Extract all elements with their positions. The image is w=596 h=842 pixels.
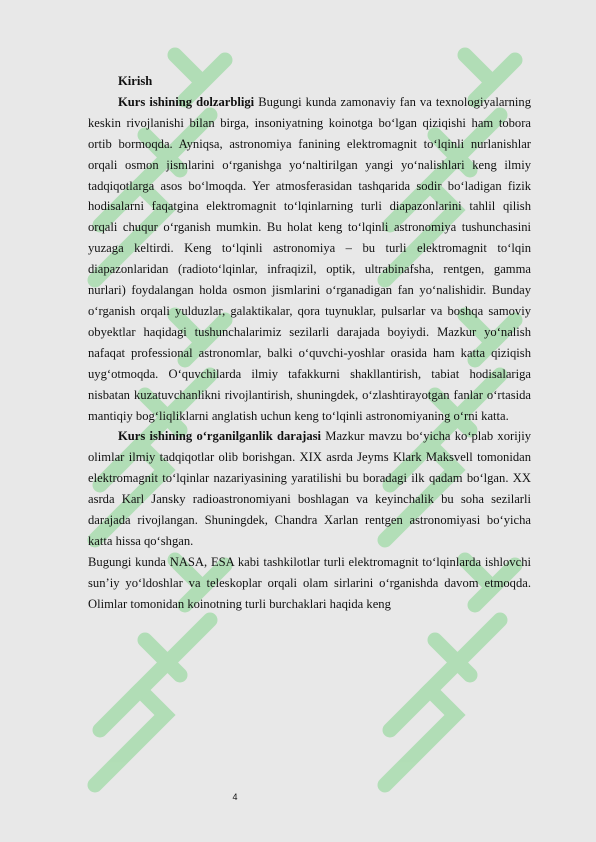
paragraph-continuation: Bugungi kunda NASA, ESA kabi tashkilotlar turli elektromagnit to‘lqinlarda ishlovchi sun’iy yo‘ldoshlar va teleskoplar orqali olam sirlarini o‘rganishda davom etmoqda. Olimlar tomonidan koinotning turli burchaklari haqida keng (88, 554, 531, 611)
document-body (88, 71, 531, 615)
paragraph-text: Mazkur mavzu bo‘yicha ko‘plab xorijiy olimlar ilmiy tadqiqotlar olib borishgan. XIX asrda Jeyms Klark Maksvell tomonidan elektromagnit to‘lqinlar nazariyasining yaratilishi bu boradagi ilk qadam bo‘lgan. XX asrda Karl Jansky radioastronomiyani boshlagan va keyinchalik bu soha sezilarli darajada rivojlangan. Shuningdek, Chandra Xarlan rentgen astronomiyasi bo‘yicha katta hissa qo‘shgan. (88, 429, 531, 548)
paragraph-study-level (88, 426, 531, 551)
section-heading: Kirish (118, 74, 153, 88)
paragraph-relevance (88, 92, 531, 427)
paragraph-text: Bugungi kunda zamonaviy fan va texnologiyalarning keskin rivojlanishi bilan birga, insoniyatning koinotga bo‘lgan qiziqishi ham tobora ortib bormoqda. Ayniqsa, astronomiya fanining elektromagnit to‘lqinli nurlanishlar orqali osmon jismlarini o‘rganishga yo‘naltirilgan yangi yo‘nalishlari keng ilmiy tadqiqotlarga asos bo‘lmoqda. Yer atmosferasidan tashqarida sodir bo‘ladigan fizik hodisalarni faqatgina elektromagnit to‘lqinlarning turli diapazonlarini tahlil qilish orqali chuqur o‘rganish mumkin. Bu holat keng to‘lqinli astronomiya tushunchasini yuzaga keltirdi. Keng to‘lqinli astronomiya – bu turli elektromagnit to‘lqin diapazonlaridan (radioto‘lqinlar, infraqizil, optik, ultrabinafsha, rentgen, gamma nurlari) foydalangan holda osmon jismlarini o‘rganadigan fan yo‘nalishidir. Bunday o‘rganish orqali yulduzlar, galaktikalar, qora tuynuklar, pulsarlar va boshqa samoviy obyektlar haqidagi tushunchalarimiz sezilarli darajada boyiydi. Mazkur yo‘nalish nafaqat professional astronomlar, balki o‘quvchi-yoshlar orasida ham katta qiziqish uyg‘otmoqda. O‘quvchilarda ilmiy tafakkurni shakllantirish, tabiat hodisalariga nisbatan kuzatuvchanlikni rivojlantirish, shuningdek, o‘zlashtirayotgan fanlar o‘rtasida mantiqiy bog‘liqliklarni anglatish uchun keng to‘lqinli astronomiyaning o‘rni katta. (88, 94, 532, 423)
page-number: 4 (232, 792, 238, 802)
paragraph-lead: Kurs ishining o‘rganilganlik darajasi (118, 429, 322, 444)
paragraph-lead: Kurs ishining dolzarbligi (118, 94, 255, 109)
